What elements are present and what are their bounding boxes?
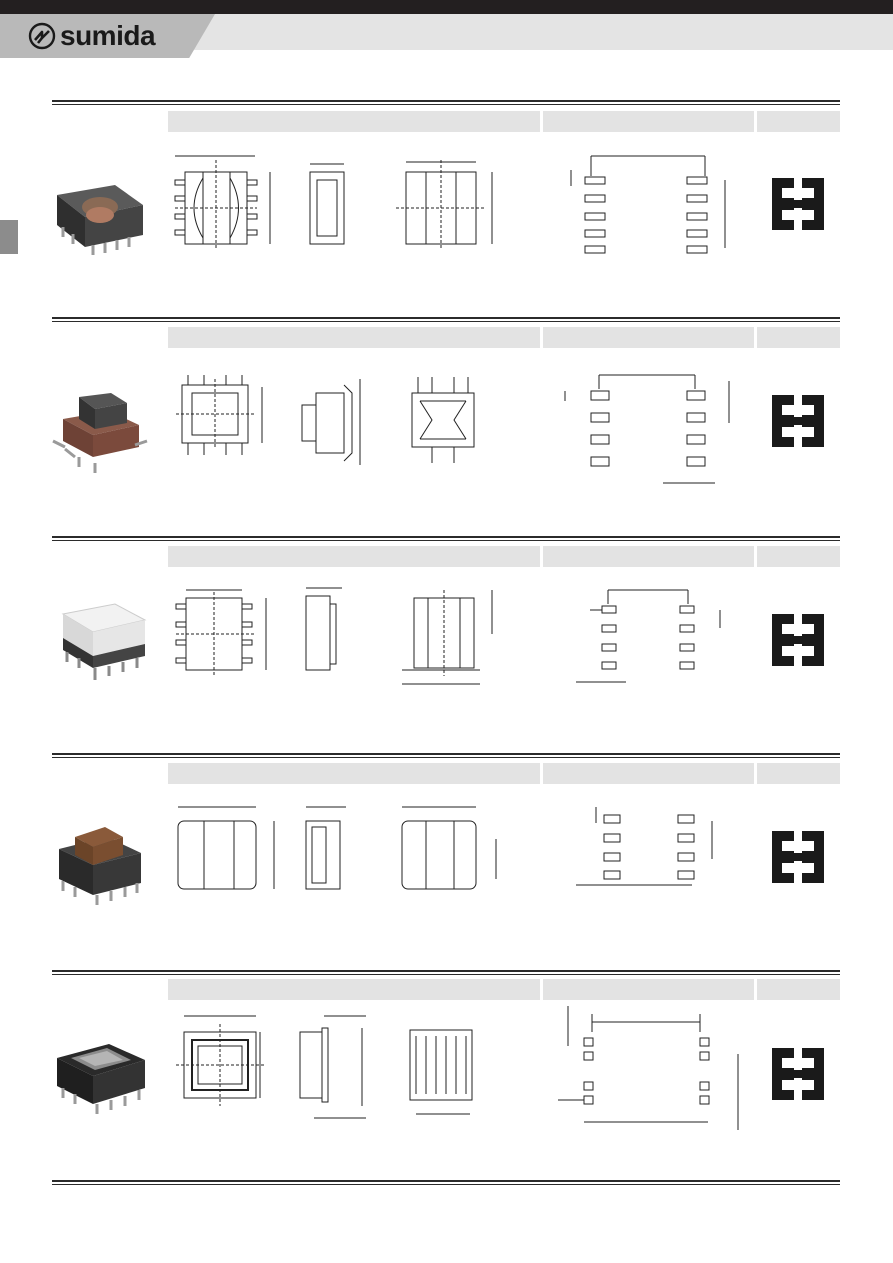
product-section-4 [0,753,893,968]
inductor-photo-icon [45,586,155,706]
section-rule [52,540,840,541]
ee-core-schematic-icon [772,1048,824,1100]
ee-core-schematic-icon [772,395,824,447]
section-rule [52,104,840,105]
dimensions-header [168,763,540,784]
section-rule [52,100,840,102]
inductor-photo-icon [45,155,155,275]
schematic-header [757,763,840,784]
sumida-logo-icon [28,22,56,50]
schematic-header [757,111,840,132]
schematic-header [757,979,840,1000]
dimension-drawing [170,150,530,260]
section-rule [52,753,840,755]
section-rule [52,536,840,538]
dimensions-header [168,111,540,132]
schematic-header [757,546,840,567]
land-pattern-header [543,546,754,567]
dimension-drawing [170,584,530,699]
dimensions-header [168,979,540,1000]
product-section-2 [0,317,893,532]
top-bar [0,0,893,14]
section-rule [52,757,840,758]
product-section-3 [0,536,893,751]
ee-core-schematic-icon [772,614,824,666]
product-section-5 [0,970,893,1185]
schematic-header [757,327,840,348]
land-pattern-header [543,979,754,1000]
brand-name: sumida [60,20,156,51]
bottom-rule [52,1180,840,1182]
inductor-photo-icon [45,803,155,923]
land-pattern-drawing [555,150,745,260]
dimension-drawing [170,1010,530,1125]
land-pattern-drawing [570,801,740,901]
dimension-drawing [170,365,530,475]
land-pattern-header [543,763,754,784]
land-pattern-drawing [570,586,740,696]
section-rule [52,970,840,972]
section-rule [52,321,840,322]
section-rule [52,317,840,319]
inductor-photo-icon [45,367,155,487]
land-pattern-drawing [555,367,745,492]
land-pattern-header [543,111,754,132]
dimensions-header [168,327,540,348]
dimensions-header [168,546,540,567]
dimension-drawing [170,799,530,899]
bottom-rule [52,1184,840,1185]
ee-core-schematic-icon [772,831,824,883]
product-section-1 [0,100,893,315]
land-pattern-header [543,327,754,348]
land-pattern-drawing [548,1006,748,1136]
inductor-photo-icon [45,1018,155,1138]
section-rule [52,974,840,975]
ee-core-schematic-icon [772,178,824,230]
brand-logo [28,20,155,52]
